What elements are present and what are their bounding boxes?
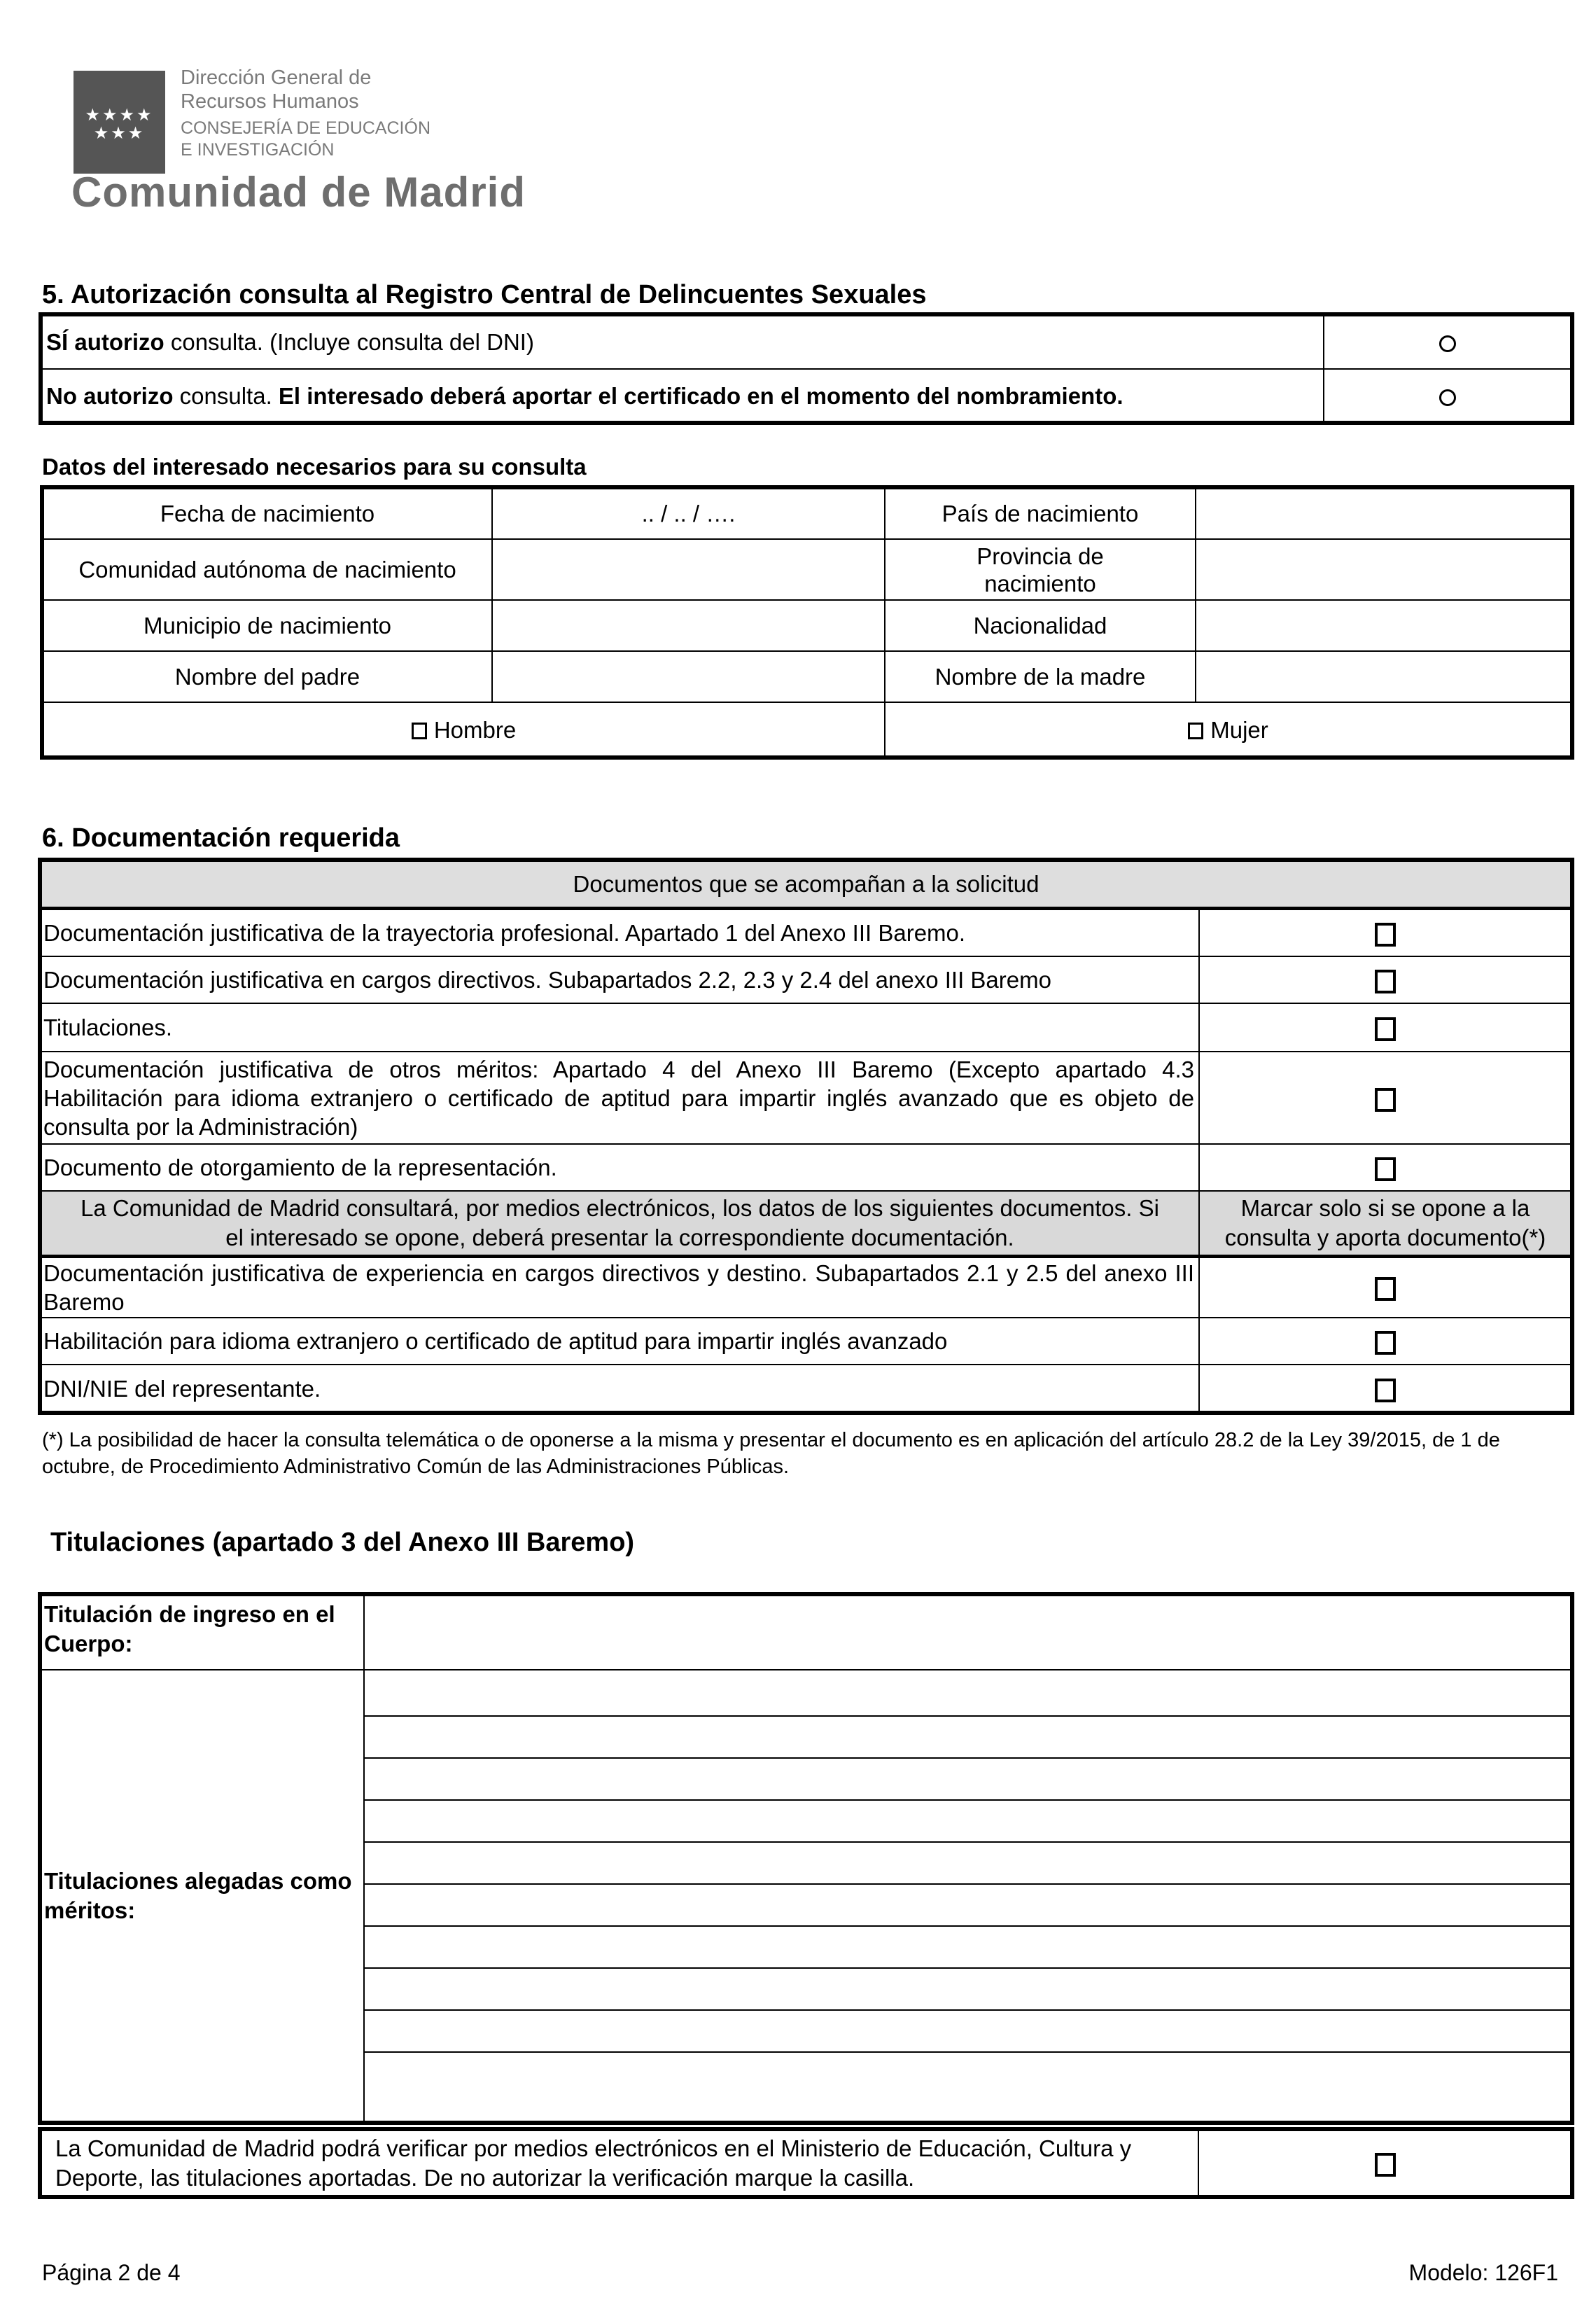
ingreso-field[interactable]	[364, 1595, 1572, 1670]
section-5-title: 5. Autorización consulta al Registro Central de Delincuentes Sexuales	[42, 280, 927, 309]
titulaciones-title: Titulaciones (apartado 3 del Anexo III Baremo)	[50, 1528, 635, 1557]
model-code: Modelo: 126F1	[1408, 2260, 1558, 2285]
authorization-no-row	[41, 369, 1572, 422]
document-checkbox-cell[interactable]	[1199, 1003, 1572, 1052]
birth-date-label: Fecha de nacimiento	[43, 488, 492, 539]
checkbox-icon[interactable]	[1375, 970, 1396, 993]
section-6-title: 6. Documentación requerida	[42, 823, 400, 853]
nationality-label: Nacionalidad	[885, 600, 1196, 651]
personal-data-title: Datos del interesado necesarios para su consulta	[42, 454, 587, 480]
consult-document-row	[41, 1318, 1572, 1365]
document-label: Documentación justificativa de otros méritos: Apartado 4 del Anexo III Baremo (Excepto apartado 4.3 Habilitación para idioma extranjero o certificado de aptitud para impartir inglés avanzado que es objeto de consulta por la Administración)	[41, 1052, 1199, 1144]
document-row	[41, 1144, 1572, 1191]
document-row	[41, 956, 1572, 1003]
consult-document-row	[41, 1365, 1572, 1412]
table-row	[43, 488, 1572, 539]
authorization-yes-option[interactable]	[1324, 315, 1572, 369]
documents-header-row	[41, 860, 1572, 908]
verification-checkbox-cell[interactable]	[1198, 2130, 1572, 2196]
birth-municipality-field[interactable]	[492, 600, 885, 651]
alegadas-field[interactable]	[364, 1926, 1572, 1968]
verification-row	[41, 2130, 1572, 2196]
checkbox-icon[interactable]	[1375, 1017, 1396, 1041]
legal-note: (*) La posibilidad de hacer la consulta telemática o de oponerse a la misma y presentar el documento es en aplicación del artículo 28.2 de la Ley 39/2015, de 1 de octubre, de Procedimiento Administrativo Común de las Administraciones Públicas.	[42, 1429, 1500, 1478]
alegadas-field[interactable]	[364, 1884, 1572, 1926]
document-checkbox-cell[interactable]	[1199, 1052, 1572, 1144]
gender-row	[43, 702, 1572, 757]
document-label: Documento de otorgamiento de la representación.	[41, 1144, 1199, 1191]
verification-text: La Comunidad de Madrid podrá verificar por medios electrónicos en el Ministerio de Educación, Cultura y Deporte, las titulaciones aportadas. De no autorizar la verificación marque la casilla.	[41, 2130, 1198, 2196]
brand-name: Comunidad de Madrid	[71, 169, 526, 216]
checkbox-icon[interactable]	[412, 723, 427, 739]
document-row	[41, 1052, 1572, 1144]
birth-date-field[interactable]: .. / .. / ….	[492, 488, 885, 539]
checkbox-icon[interactable]	[1375, 923, 1396, 947]
table-row	[43, 600, 1572, 651]
stars-icon: ★★★★	[85, 106, 154, 125]
checkbox-icon[interactable]	[1375, 1331, 1396, 1355]
alegadas-field[interactable]	[364, 1800, 1572, 1842]
page-number: Página 2 de 4	[42, 2260, 181, 2285]
checkbox-icon[interactable]	[1188, 723, 1203, 739]
father-name-label: Nombre del padre	[43, 651, 492, 702]
logo-line-3: CONSEJERÍA DE EDUCACIÓN	[181, 118, 431, 138]
checkbox-icon[interactable]	[1375, 1379, 1396, 1402]
alegadas-field[interactable]	[364, 1842, 1572, 1884]
alegadas-field[interactable]	[364, 1670, 1572, 1716]
verification-table	[40, 2129, 1572, 2197]
document-row	[41, 908, 1572, 956]
birth-province-field[interactable]	[1196, 539, 1572, 600]
document-label: Titulaciones.	[41, 1003, 1199, 1052]
alegadas-field[interactable]	[364, 1716, 1572, 1758]
ingreso-label: Titulación de ingreso en el Cuerpo:	[41, 1595, 364, 1670]
radio-icon[interactable]	[1439, 389, 1456, 406]
authorization-no-option[interactable]	[1324, 369, 1572, 422]
logo-line-1: Dirección General de	[181, 67, 372, 89]
alegadas-label: Titulaciones alegadas como méritos:	[41, 1670, 364, 2122]
authorization-yes-label: SÍ autorizo consulta. (Incluye consulta del DNI)	[41, 315, 1324, 369]
document-checkbox-cell[interactable]	[1199, 956, 1572, 1003]
birth-province-label: Provincia de nacimiento	[885, 539, 1196, 600]
nationality-field[interactable]	[1196, 600, 1572, 651]
checkbox-icon[interactable]	[1375, 1157, 1396, 1181]
consult-document-label: DNI/NIE del representante.	[41, 1365, 1199, 1412]
document-label: Documentación justificativa de la trayectoria profesional. Apartado 1 del Anexo III Baremo.	[41, 908, 1199, 956]
document-checkbox-cell[interactable]	[1199, 908, 1572, 956]
gender-female-option[interactable]: Mujer	[885, 702, 1572, 757]
table-row	[43, 651, 1572, 702]
father-name-field[interactable]	[492, 651, 885, 702]
checkbox-icon[interactable]	[1375, 1277, 1396, 1301]
birth-municipality-label: Municipio de nacimiento	[43, 600, 492, 651]
alegadas-field[interactable]	[364, 2010, 1572, 2052]
personal-data-table	[42, 487, 1572, 758]
alegadas-row	[41, 1670, 1572, 1716]
checkbox-icon[interactable]	[1375, 2153, 1396, 2177]
birth-country-field[interactable]	[1196, 488, 1572, 539]
mother-name-field[interactable]	[1196, 651, 1572, 702]
logo-line-2: Recursos Humanos	[181, 90, 359, 113]
consult-checkbox-cell[interactable]	[1199, 1318, 1572, 1365]
consult-document-label: Habilitación para idioma extranjero o certificado de aptitud para impartir inglés avanzado	[41, 1318, 1199, 1365]
consult-checkbox-cell[interactable]	[1199, 1256, 1572, 1318]
birth-country-label: País de nacimiento	[885, 488, 1196, 539]
alegadas-field[interactable]	[364, 1968, 1572, 2010]
stars-icon: ★★★	[93, 124, 146, 143]
authorization-table	[41, 314, 1572, 423]
mother-name-label: Nombre de la madre	[885, 651, 1196, 702]
radio-icon[interactable]	[1439, 335, 1456, 352]
titulaciones-table	[40, 1594, 1572, 2123]
birth-region-label: Comunidad autónoma de nacimiento	[43, 539, 492, 600]
logo-emblem	[74, 71, 165, 174]
authorization-no-label: No autorizo consulta. El interesado deberá aportar el certificado en el momento del nombramiento.	[41, 369, 1324, 422]
document-label: Documentación justificativa en cargos directivos. Subapartados 2.2, 2.3 y 2.4 del anexo III Baremo	[41, 956, 1199, 1003]
consult-document-row	[41, 1256, 1572, 1318]
table-row	[43, 539, 1572, 600]
ingreso-row	[41, 1595, 1572, 1670]
consult-header-row	[41, 1191, 1572, 1256]
documents-table	[40, 860, 1572, 1413]
authorization-yes-row	[41, 315, 1572, 369]
gender-male-option[interactable]: Hombre	[43, 702, 885, 757]
alegadas-field[interactable]	[364, 1758, 1572, 1800]
document-row	[41, 1003, 1572, 1052]
logo-line-4: E INVESTIGACIÓN	[181, 140, 335, 160]
documents-header: Documentos que se acompañan a la solicitud	[41, 860, 1572, 908]
consult-checkbox-cell[interactable]	[1199, 1365, 1572, 1412]
checkbox-icon[interactable]	[1375, 1088, 1396, 1112]
birth-region-field[interactable]	[492, 539, 885, 600]
consult-opposition-header: Marcar solo si se opone a la consulta y aporta documento(*)	[1199, 1191, 1572, 1256]
alegadas-field[interactable]	[364, 2052, 1572, 2122]
consult-header-text: La Comunidad de Madrid consultará, por medios electrónicos, los datos de los siguientes documentos. Si el interesado se opone, deberá presentar la correspondiente documentación.	[41, 1191, 1199, 1256]
document-checkbox-cell[interactable]	[1199, 1144, 1572, 1191]
consult-document-label: Documentación justificativa de experiencia en cargos directivos y destino. Subapartados 2.1 y 2.5 del anexo III Baremo	[41, 1256, 1199, 1318]
